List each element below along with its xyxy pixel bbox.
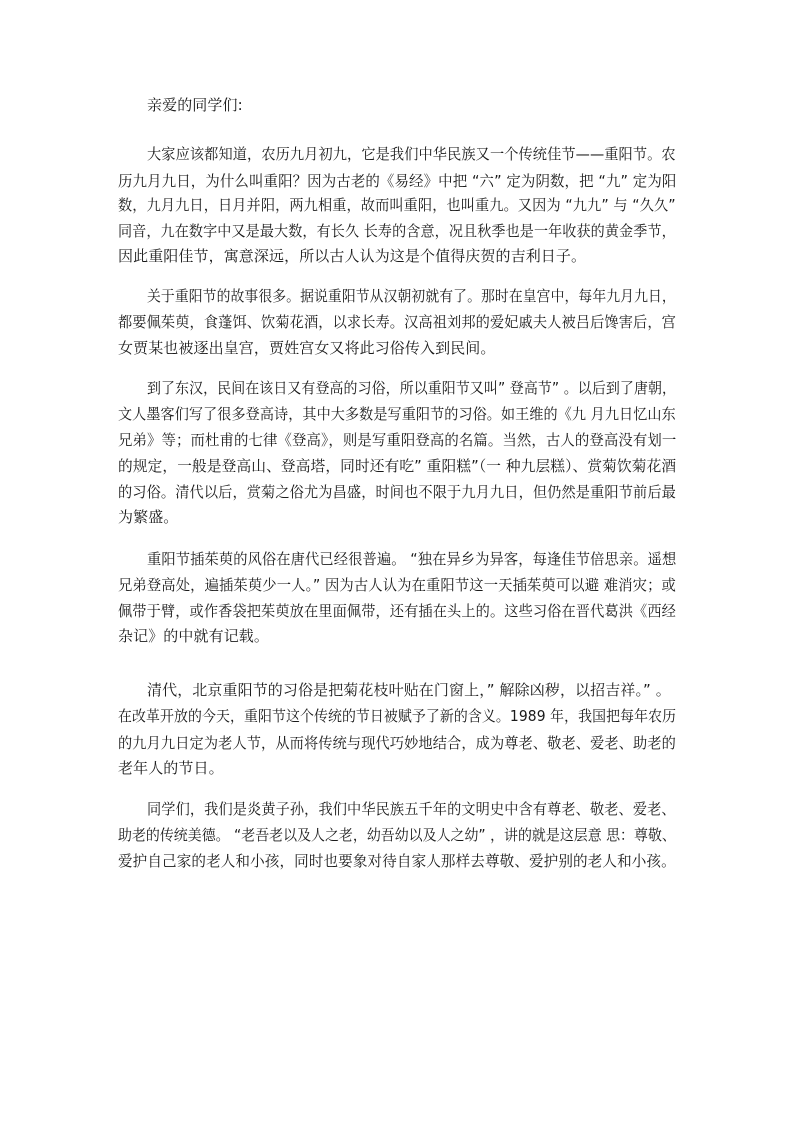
- paragraph-line: 女贾某也被逐出皇宫，贾姓宫女又将此习俗传入到民间。: [118, 339, 496, 357]
- paragraph-line: 老年人的节日。: [118, 759, 224, 777]
- paragraph-line: 大家应该都知道，农历九月初九，它是我们中华民族又一个传统佳节——重阳节。农: [147, 145, 676, 163]
- paragraph-line: 的规定，一般是登高山、登高塔，同时还有吃” 重阳糕”（一 种九层糕）、赏菊饮菊花酒: [118, 457, 677, 475]
- paragraph-line: 兄弟登高处，遍插茱萸少一人。” 因为古人认为在重阳节这一天插茱萸可以避 难消灾；或: [118, 576, 676, 594]
- paragraph-line: 重阳节插茱萸的风俗在唐代已经很普遍。 “独在异乡为异客，每逢佳节倍思亲。遥想: [147, 550, 677, 568]
- paragraph-line: 关于重阳节的故事很多。据说重阳节从汉朝初就有了。那时在皇宫中，每年九月九日，: [147, 287, 676, 305]
- paragraph-line: 都要佩茱萸，食蓬饵、饮菊花酒，以求长寿。汉高祖刘邦的爱妃戚夫人被吕后馋害后，宫: [118, 313, 676, 331]
- paragraph-line: 杂记》的中就有记载。: [118, 627, 270, 645]
- paragraph-line: 历九月九日，为什么叫重阳？因为古老的《易经》中把 “六” 定为阴数，把 “九” 定为阳: [118, 172, 677, 190]
- paragraph-line: 同学们，我们是炎黄子孙，我们中华民族五千年的文明史中含有尊老、敬老、爱老、: [147, 800, 676, 818]
- paragraph-line: 文人墨客们写了很多登高诗，其中大多数是写重阳节的习俗。如王维的《九 月九日忆山东: [118, 405, 676, 423]
- paragraph-line: 因此重阳佳节，寓意深远，所以古人认为这是个值得庆贺的吉利日子。: [118, 247, 587, 265]
- paragraph-line: 清代，北京重阳节的习俗是把菊花枝叶贴在门窗上，” 解除凶秽，以招吉祥。” 。: [147, 681, 671, 699]
- paragraph-line: 数，九月九日，日月并阳，两九相重，故而叫重阳，也叫重九。又因为 “九九” 与 “久久”: [118, 196, 676, 214]
- paragraph-line: 同音，九在数字中又是最大数，有长久 长寿的含意，况且秋季也是一年收获的黄金季节，: [118, 222, 676, 240]
- paragraph-line: 佩带于臂，或作香袋把茱萸放在里面佩带，还有插在头上的。这些习俗在晋代葛洪《西经: [118, 602, 676, 620]
- paragraph-line: 兄弟》等；而杜甫的七律《登高》，则是写重阳登高的名篇。当然，古人的登高没有划一: [118, 431, 677, 449]
- paragraph-line: 为繁盛。: [118, 508, 179, 526]
- greeting: 亲爱的同学们:: [147, 96, 243, 114]
- paragraph-line: 到了东汉，民间在该日又有登高的习俗，所以重阳节又叫” 登高节” 。以后到了唐朝，: [147, 379, 677, 397]
- paragraph-line: 助老的传统美德。 “老吾老以及人之老，幼吾幼以及人之幼” ，讲的就是这层意 思：尊敬、: [118, 826, 676, 844]
- paragraph-line: 爱护自己家的老人和小孩，同时也要象对待自家人那样去尊敬、爱护别的老人和小孩。: [118, 852, 676, 870]
- paragraph-line: 的习俗。清代以后，赏菊之俗尤为昌盛，时间也不限于九月九日，但仍然是重阳节前后最: [118, 483, 676, 501]
- paragraph-line: 在改革开放的今天，重阳节这个传统的节日被赋予了新的含义。1989 年，我国把每年农历: [118, 707, 677, 725]
- paragraph-line: 的九月九日定为老人节，从而将传统与现代巧妙地结合，成为尊老、敬老、爱老、助老的: [118, 734, 676, 752]
